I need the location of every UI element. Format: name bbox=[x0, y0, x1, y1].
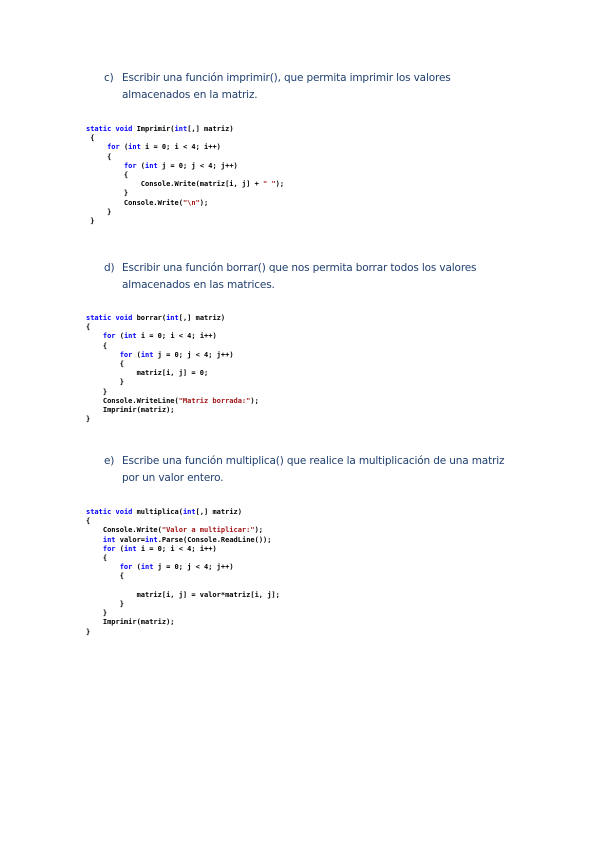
code-line bbox=[86, 378, 124, 386]
code-text: [,] matriz) bbox=[178, 314, 226, 322]
code-line bbox=[86, 609, 107, 617]
code-keyword: int bbox=[166, 314, 179, 322]
code-text: { bbox=[86, 572, 124, 581]
exercise-e-text: Escribe una función multiplica() que realice la multiplicación de una matriz por un valor entero. bbox=[122, 455, 505, 484]
code-line bbox=[86, 199, 208, 207]
code-keyword: int bbox=[123, 544, 137, 553]
code-text: .Parse(Console.ReadLine()); bbox=[157, 535, 272, 544]
code-text bbox=[86, 351, 120, 359]
code-keyword: void bbox=[115, 125, 133, 133]
code-text: } bbox=[86, 600, 124, 609]
code-line bbox=[86, 323, 90, 331]
code-keyword: for bbox=[119, 350, 133, 359]
code-text: i = 0; i < 4; i++) bbox=[136, 544, 217, 553]
code-text: borrar( bbox=[132, 314, 167, 322]
code-line bbox=[86, 208, 111, 216]
code-text bbox=[86, 536, 103, 544]
code-line bbox=[86, 360, 124, 368]
exercise-c-heading bbox=[104, 70, 514, 104]
code-line bbox=[86, 388, 107, 396]
code-text bbox=[86, 143, 107, 151]
code-line bbox=[86, 332, 217, 340]
code-text: { bbox=[86, 360, 124, 369]
code-keyword: for bbox=[102, 544, 116, 553]
code-text: Console.Write( bbox=[86, 526, 162, 535]
code-line bbox=[86, 618, 175, 626]
code-keyword: int bbox=[174, 125, 188, 133]
code-text: } bbox=[86, 378, 124, 387]
code-text: i = 0; i < 4; i++) bbox=[140, 143, 221, 152]
code-string: "Valor a multiplicar:" bbox=[161, 526, 255, 535]
code-line bbox=[86, 217, 94, 225]
code-line bbox=[86, 545, 217, 553]
exercise-d-letter: d) bbox=[104, 262, 115, 274]
code-line bbox=[86, 180, 284, 188]
code-text: ( bbox=[132, 563, 141, 572]
code-line bbox=[86, 563, 234, 571]
code-keyword: static bbox=[86, 314, 112, 322]
exercise-d-code-block bbox=[86, 314, 259, 424]
code-text: ); bbox=[250, 396, 259, 405]
code-keyword: int bbox=[145, 161, 158, 170]
code-line bbox=[86, 143, 221, 151]
code-text: { bbox=[86, 554, 108, 563]
code-string: "\n" bbox=[182, 198, 200, 207]
code-text: ); bbox=[199, 198, 209, 207]
exercise-c-letter: c) bbox=[104, 72, 114, 84]
code-line bbox=[86, 171, 128, 179]
exercise-c-text: Escribir una función imprimir(), que permita imprimir los valores almacenados en la matriz. bbox=[122, 72, 451, 101]
code-line bbox=[86, 314, 225, 322]
exercise-d-heading bbox=[104, 260, 514, 294]
code-keyword: void bbox=[115, 314, 133, 322]
code-line bbox=[86, 369, 208, 377]
code-keyword: int bbox=[128, 143, 141, 152]
code-keyword: int bbox=[140, 350, 154, 359]
code-keyword: int bbox=[102, 535, 116, 544]
code-text: ( bbox=[132, 350, 141, 359]
code-keyword: for bbox=[123, 161, 137, 170]
code-text bbox=[86, 162, 124, 170]
code-text: Imprimir(matriz); bbox=[86, 406, 175, 415]
code-line bbox=[86, 628, 90, 636]
code-text: Console.Write( bbox=[86, 198, 183, 207]
code-text: [,] matriz) bbox=[195, 508, 242, 516]
code-text: ( bbox=[136, 161, 146, 170]
code-keyword: int bbox=[145, 535, 158, 544]
code-text: matriz[i, j] = valor*matriz[i, j]; bbox=[86, 590, 280, 599]
code-text: } bbox=[86, 189, 129, 198]
code-line bbox=[86, 554, 107, 562]
code-line bbox=[86, 415, 90, 423]
code-text: j = 0; j < 4; j++) bbox=[153, 350, 234, 359]
code-text: } bbox=[86, 217, 95, 226]
code-text: { bbox=[86, 517, 91, 526]
code-text: i = 0; i < 4; i++) bbox=[136, 332, 217, 341]
code-text: Console.WriteLine( bbox=[86, 396, 179, 405]
code-keyword: for bbox=[102, 332, 116, 341]
code-text: valor= bbox=[115, 535, 146, 544]
code-keyword: int bbox=[123, 332, 137, 341]
exercise-e-code-block bbox=[86, 508, 280, 637]
code-text bbox=[86, 563, 120, 571]
code-text: } bbox=[86, 627, 91, 636]
code-text: matriz[i, j] = 0; bbox=[86, 369, 209, 378]
code-text: ( bbox=[119, 143, 129, 152]
code-line bbox=[86, 189, 128, 197]
code-text: { bbox=[86, 171, 129, 180]
code-keyword: static bbox=[86, 125, 112, 133]
code-line bbox=[86, 134, 94, 142]
code-text: { bbox=[86, 323, 91, 332]
exercise-e-letter: e) bbox=[104, 455, 115, 467]
code-line bbox=[86, 342, 107, 350]
code-text: ); bbox=[254, 526, 264, 535]
code-text: j = 0; j < 4; j++) bbox=[157, 161, 238, 170]
code-string: "Matriz borrada:" bbox=[178, 396, 251, 405]
code-text: } bbox=[86, 207, 112, 216]
exercise-c-code-block bbox=[86, 125, 284, 226]
code-text: j = 0; j < 4; j++) bbox=[153, 563, 234, 572]
code-keyword: for bbox=[119, 563, 133, 572]
code-text: } bbox=[86, 415, 91, 424]
code-line bbox=[86, 397, 259, 405]
code-text: [,] matriz) bbox=[187, 125, 234, 133]
code-line bbox=[86, 526, 263, 534]
code-text: Imprimir( bbox=[132, 125, 175, 133]
code-keyword: void bbox=[115, 508, 133, 516]
code-line bbox=[86, 125, 234, 133]
code-line bbox=[86, 162, 238, 170]
code-text bbox=[86, 332, 103, 340]
code-text: } bbox=[86, 387, 108, 396]
code-text: multiplica( bbox=[132, 508, 183, 516]
code-line bbox=[86, 508, 242, 516]
code-text: { bbox=[86, 341, 108, 350]
code-keyword: for bbox=[107, 143, 120, 152]
code-line bbox=[86, 517, 90, 525]
code-line bbox=[86, 536, 271, 544]
code-text: { bbox=[86, 152, 112, 161]
code-text: } bbox=[86, 609, 108, 618]
code-keyword: static bbox=[86, 508, 112, 516]
code-line bbox=[86, 406, 175, 414]
code-line bbox=[86, 351, 234, 359]
code-string: " " bbox=[263, 180, 276, 189]
code-text: { bbox=[86, 134, 95, 143]
code-text: Imprimir(matriz); bbox=[86, 618, 175, 627]
code-keyword: int bbox=[182, 508, 196, 516]
code-text: ( bbox=[115, 544, 124, 553]
code-keyword: int bbox=[140, 563, 154, 572]
code-line bbox=[86, 153, 111, 161]
code-text: ); bbox=[275, 180, 285, 189]
code-text: Console.Write(matriz[i, j] + bbox=[86, 180, 264, 189]
code-text: ( bbox=[115, 332, 124, 341]
code-text bbox=[86, 545, 103, 553]
exercise-d-text: Escribir una función borrar() que nos permita borrar todos los valores almacenados en las matrices. bbox=[122, 262, 477, 291]
code-line bbox=[86, 600, 124, 608]
code-line bbox=[86, 572, 124, 580]
exercise-e-heading bbox=[104, 453, 514, 487]
code-line bbox=[86, 591, 280, 599]
